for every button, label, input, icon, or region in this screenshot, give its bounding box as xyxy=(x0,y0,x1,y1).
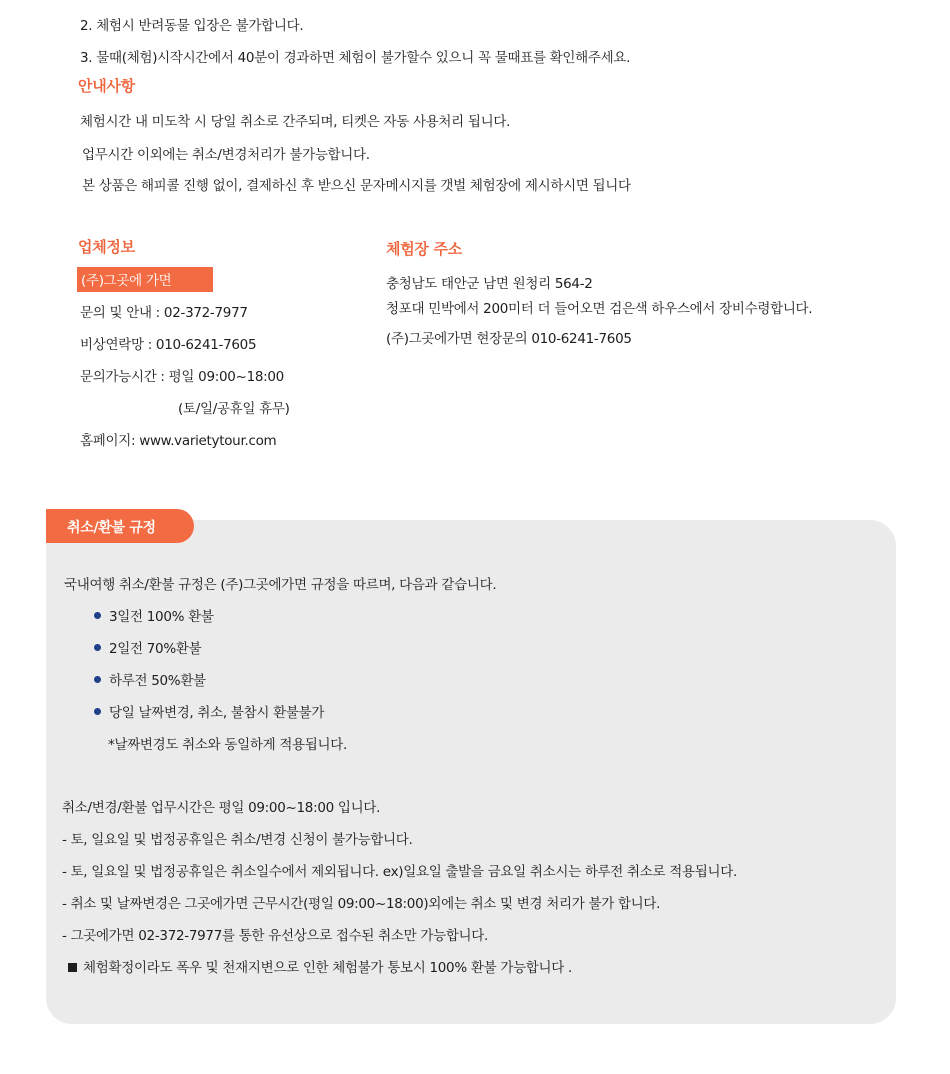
refund-hours: 취소/변경/환불 업무시간은 평일 09:00~18:00 입니다. xyxy=(62,800,381,816)
rule-item: 2. 체험시 반려동물 입장은 불가합니다. xyxy=(80,18,304,34)
refund-final: 체험확정이라도 폭우 및 천재지변으로 인한 체험불가 통보시 100% 환불 가능합니다 . xyxy=(68,956,572,976)
refund-tab: 취소/환불 규정 xyxy=(46,509,194,543)
refund-detail: - 토, 일요일 및 법정공휴일은 취소/변경 신청이 불가능합니다. xyxy=(62,832,413,848)
address-contact: (주)그곳에가면 현장문의 010-6241-7605 xyxy=(386,331,632,347)
bullet-icon xyxy=(94,612,101,619)
company-contact: 문의 및 안내 : 02-372-7977 xyxy=(80,305,248,321)
refund-note: *날짜변경도 취소와 동일하게 적용됩니다. xyxy=(108,737,348,753)
refund-item: 당일 날짜변경, 취소, 불참시 환불불가 xyxy=(94,701,324,721)
refund-item: 하루전 50%환불 xyxy=(94,669,206,689)
rule-item: 3. 물때(체험)시작시간에서 40분이 경과하면 체험이 불가할수 있으니 꼭 물때표를 확인해주세요. xyxy=(80,50,631,66)
notice-line: 체험시간 내 미도착 시 당일 취소로 간주되며, 티켓은 자동 사용처리 됩니다. xyxy=(80,114,511,130)
bullet-icon xyxy=(94,644,101,651)
refund-detail: - 토, 일요일 및 법정공휴일은 취소일수에서 제외됩니다. ex)일요일 출발을 금요일 취소시는 하루전 취소로 적용됩니다. xyxy=(62,864,737,880)
bullet-icon xyxy=(94,708,101,715)
square-bullet-icon xyxy=(68,963,77,972)
address-title: 체험장 주소 xyxy=(386,240,462,258)
company-emergency: 비상연락망 : 010-6241-7605 xyxy=(80,337,257,353)
company-holidays: (토/일/공휴일 휴무) xyxy=(178,401,290,417)
company-homepage: 홈페이지: www.varietytour.com xyxy=(80,433,277,449)
refund-intro: 국내여행 취소/환불 규정은 (주)그곳에가면 규정을 따르며, 다음과 같습니다. xyxy=(64,577,497,593)
notice-title: 안내사항 xyxy=(78,77,135,95)
refund-item: 2일전 70%환불 xyxy=(94,637,201,657)
notice-line: 본 상품은 해피콜 진행 없이, 결제하신 후 받으신 문자메시지를 갯벌 체험장에 제시하시면 됩니다 xyxy=(82,178,631,194)
refund-panel xyxy=(46,520,896,1024)
address-line: 청포대 민박에서 200미터 더 들어오면 검은색 하우스에서 장비수령합니다. xyxy=(386,301,813,317)
company-name: (주)그곳에 가면 xyxy=(77,267,213,292)
company-hours: 문의가능시간 : 평일 09:00~18:00 xyxy=(80,369,284,385)
company-title: 업체정보 xyxy=(78,238,135,256)
address-line: 충청남도 태안군 남면 원청리 564-2 xyxy=(386,276,593,292)
bullet-icon xyxy=(94,676,101,683)
refund-detail: - 취소 및 날짜변경은 그곳에가면 근무시간(평일 09:00~18:00)외에는 취소 및 변경 처리가 불가 합니다. xyxy=(62,896,661,912)
company-name-badge xyxy=(77,267,213,292)
refund-detail: - 그곳에가면 02-372-7977를 통한 유선상으로 접수된 취소만 가능합니다. xyxy=(62,928,489,944)
refund-item: 3일전 100% 환불 xyxy=(94,605,214,625)
notice-line: 업무시간 이외에는 취소/변경처리가 불가능합니다. xyxy=(82,147,370,163)
